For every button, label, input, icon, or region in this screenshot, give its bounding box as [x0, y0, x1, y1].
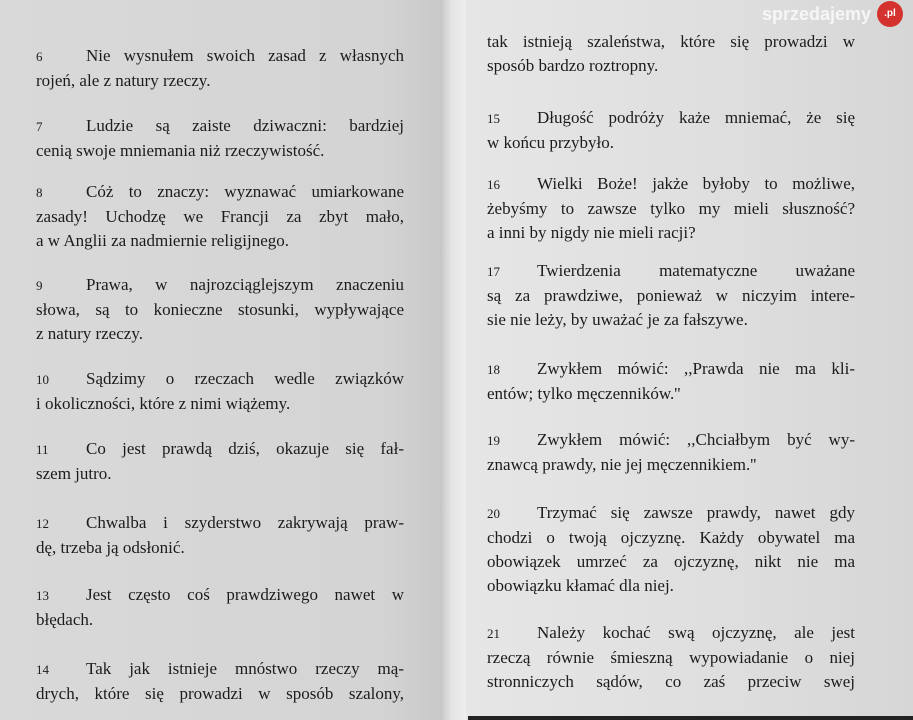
text-line	[487, 30, 855, 54]
line-text: obowiązku kłamać dla niej.	[487, 576, 674, 595]
text-line	[487, 574, 855, 598]
aphorism-14	[36, 657, 404, 706]
aphorism-20	[487, 501, 855, 598]
aphorism-12	[36, 511, 404, 560]
line-text: Chwalba i szyderstwo zakrywają praw-	[86, 513, 404, 532]
line-text: Należy kochać swą ojczyznę, ale jest	[537, 623, 855, 642]
text-line	[36, 583, 404, 608]
text-line	[36, 114, 404, 139]
line-text: Nie wysnułem swoich zasad z własnych	[86, 46, 404, 65]
line-text: Twierdzenia matematyczne uważane	[537, 261, 855, 280]
line-text: znawcą prawdy, nie jej męczennikiem.''	[487, 455, 757, 474]
text-line	[487, 526, 855, 550]
text-line	[487, 670, 855, 694]
text-line	[36, 608, 404, 632]
line-text: błędach.	[36, 610, 94, 629]
line-text: drych, które się prowadzi w sposób szalony,	[36, 684, 404, 703]
text-line	[487, 428, 855, 453]
line-text: Co jest prawdą dziś, okazuje się fał-	[86, 439, 404, 458]
text-line	[36, 682, 404, 706]
aphorism-16	[487, 172, 855, 245]
text-line	[487, 259, 855, 284]
aphorism-number: 13	[36, 588, 49, 603]
aphorism-number: 14	[36, 662, 49, 677]
line-text: a w Anglii za nadmiernie religijnego.	[36, 231, 290, 250]
aphorism-continued	[487, 30, 855, 78]
text-line	[487, 308, 855, 332]
left-page	[0, 0, 446, 720]
text-line	[36, 657, 404, 682]
aphorism-6	[36, 44, 404, 93]
text-line	[36, 44, 404, 69]
aphorism-number: 19	[487, 433, 500, 448]
text-line	[487, 284, 855, 308]
aphorism-number: 20	[487, 506, 500, 521]
aphorism-13	[36, 583, 404, 632]
line-text: z natury rzeczy.	[36, 324, 143, 343]
aphorism-number: 10	[36, 372, 49, 387]
text-line	[487, 646, 855, 670]
aphorism-7	[36, 114, 404, 163]
line-text: w końcu przybyło.	[487, 133, 615, 152]
text-line	[36, 536, 404, 560]
line-text: szem jutro.	[36, 464, 112, 483]
text-line	[36, 437, 404, 462]
line-text: cenią swoje mniemania niż rzeczywistość.	[36, 141, 325, 160]
aphorism-number: 18	[487, 362, 500, 377]
line-text: Sądzimy o rzeczach wedle związków	[86, 369, 404, 388]
line-text: sposób bardzo roztropny.	[487, 56, 659, 75]
text-line	[487, 197, 855, 221]
watermark: sprzedajemy	[761, 4, 871, 24]
page-edge	[468, 716, 913, 720]
line-text: Zwykłem mówić: ,,Chciałbym być wy-	[537, 430, 855, 449]
text-line	[487, 621, 855, 646]
line-text: Długość podróży każe mniemać, że się	[537, 108, 855, 127]
text-line	[487, 106, 855, 131]
line-text: słowa, są to konieczne stosunki, wypływające	[36, 300, 404, 319]
line-text: dę, trzeba ją odsłonić.	[36, 538, 185, 557]
line-text: tak istnieją szaleństwa, które się prowadzi w	[487, 32, 855, 51]
aphorism-number: 21	[487, 626, 500, 641]
aphorism-number: 12	[36, 516, 49, 531]
text-line	[36, 298, 404, 322]
text-line	[487, 382, 855, 406]
text-line	[36, 180, 404, 205]
text-line	[487, 501, 855, 526]
aphorism-17	[487, 259, 855, 332]
text-line	[487, 453, 855, 477]
aphorism-8	[36, 180, 404, 253]
text-line	[36, 273, 404, 298]
line-text: Prawa, w najrozciąglejszym znaczeniu	[86, 275, 404, 294]
line-text: Tak jak istnieje mnóstwo rzeczy mą-	[86, 659, 404, 678]
aphorism-15	[487, 106, 855, 155]
aphorism-21	[487, 621, 855, 694]
line-text: obowiązek umrzeć za ojczyznę, nikt nie ma	[487, 552, 855, 571]
right-page	[466, 0, 913, 720]
aphorism-number: 9	[36, 278, 43, 293]
line-text: rojeń, ale z natury rzeczy.	[36, 71, 211, 90]
line-text: sie nie leży, by uważać je za fałszywe.	[487, 310, 748, 329]
line-text: Trzymać się zawsze prawdy, nawet gdy	[537, 503, 855, 522]
line-text: Ludzie są zaiste dziwaczni: bardziej	[86, 116, 404, 135]
text-line	[487, 221, 855, 245]
text-line	[36, 139, 404, 163]
aphorism-19	[487, 428, 855, 477]
text-line	[36, 367, 404, 392]
book-gutter	[440, 0, 468, 720]
aphorism-number: 11	[36, 442, 49, 457]
text-line	[487, 357, 855, 382]
text-line	[36, 229, 404, 253]
aphorism-number: 8	[36, 185, 43, 200]
text-line	[487, 172, 855, 197]
line-text: a inni by nigdy nie mieli racji?	[487, 223, 696, 242]
aphorism-number: 15	[487, 111, 500, 126]
text-line	[487, 550, 855, 574]
aphorism-number: 17	[487, 264, 500, 279]
line-text: stronniczych sądów, co zaś przeciw swej	[487, 672, 855, 691]
text-line	[487, 54, 855, 78]
line-text: żebyśmy to zawsze tylko my mieli słuszność?	[487, 199, 855, 218]
aphorism-number: 7	[36, 119, 43, 134]
line-text: Wielki Boże! jakże byłoby to możliwe,	[537, 174, 855, 193]
aphorism-9	[36, 273, 404, 346]
text-line	[36, 511, 404, 536]
aphorism-10	[36, 367, 404, 416]
text-line	[36, 462, 404, 486]
text-line	[36, 205, 404, 229]
line-text: Zwykłem mówić: ,,Prawda nie ma kli-	[537, 359, 855, 378]
aphorism-11	[36, 437, 404, 486]
line-text: entów; tylko męczenników.''	[487, 384, 681, 403]
aphorism-number: 6	[36, 49, 43, 64]
text-line	[36, 392, 404, 416]
watermark-badge: .pl	[877, 1, 903, 27]
text-line	[36, 69, 404, 93]
text-line	[487, 131, 855, 155]
line-text: zasady! Uchodzę we Francji za zbyt mało,	[36, 207, 404, 226]
aphorism-18	[487, 357, 855, 406]
line-text: rzeczą równie śmieszną wypowiadanie o niej	[487, 648, 855, 667]
line-text: Jest często coś prawdziwego nawet w	[86, 585, 404, 604]
line-text: są za prawdziwe, ponieważ w niczyim intere-	[487, 286, 855, 305]
line-text: Cóż to znaczy: wyznawać umiarkowane	[86, 182, 404, 201]
line-text: i okoliczności, które z nimi wiążemy.	[36, 394, 291, 413]
aphorism-number: 16	[487, 177, 500, 192]
text-line	[36, 322, 404, 346]
line-text: chodzi o twoją ojczyznę. Każdy obywatel ma	[487, 528, 855, 547]
